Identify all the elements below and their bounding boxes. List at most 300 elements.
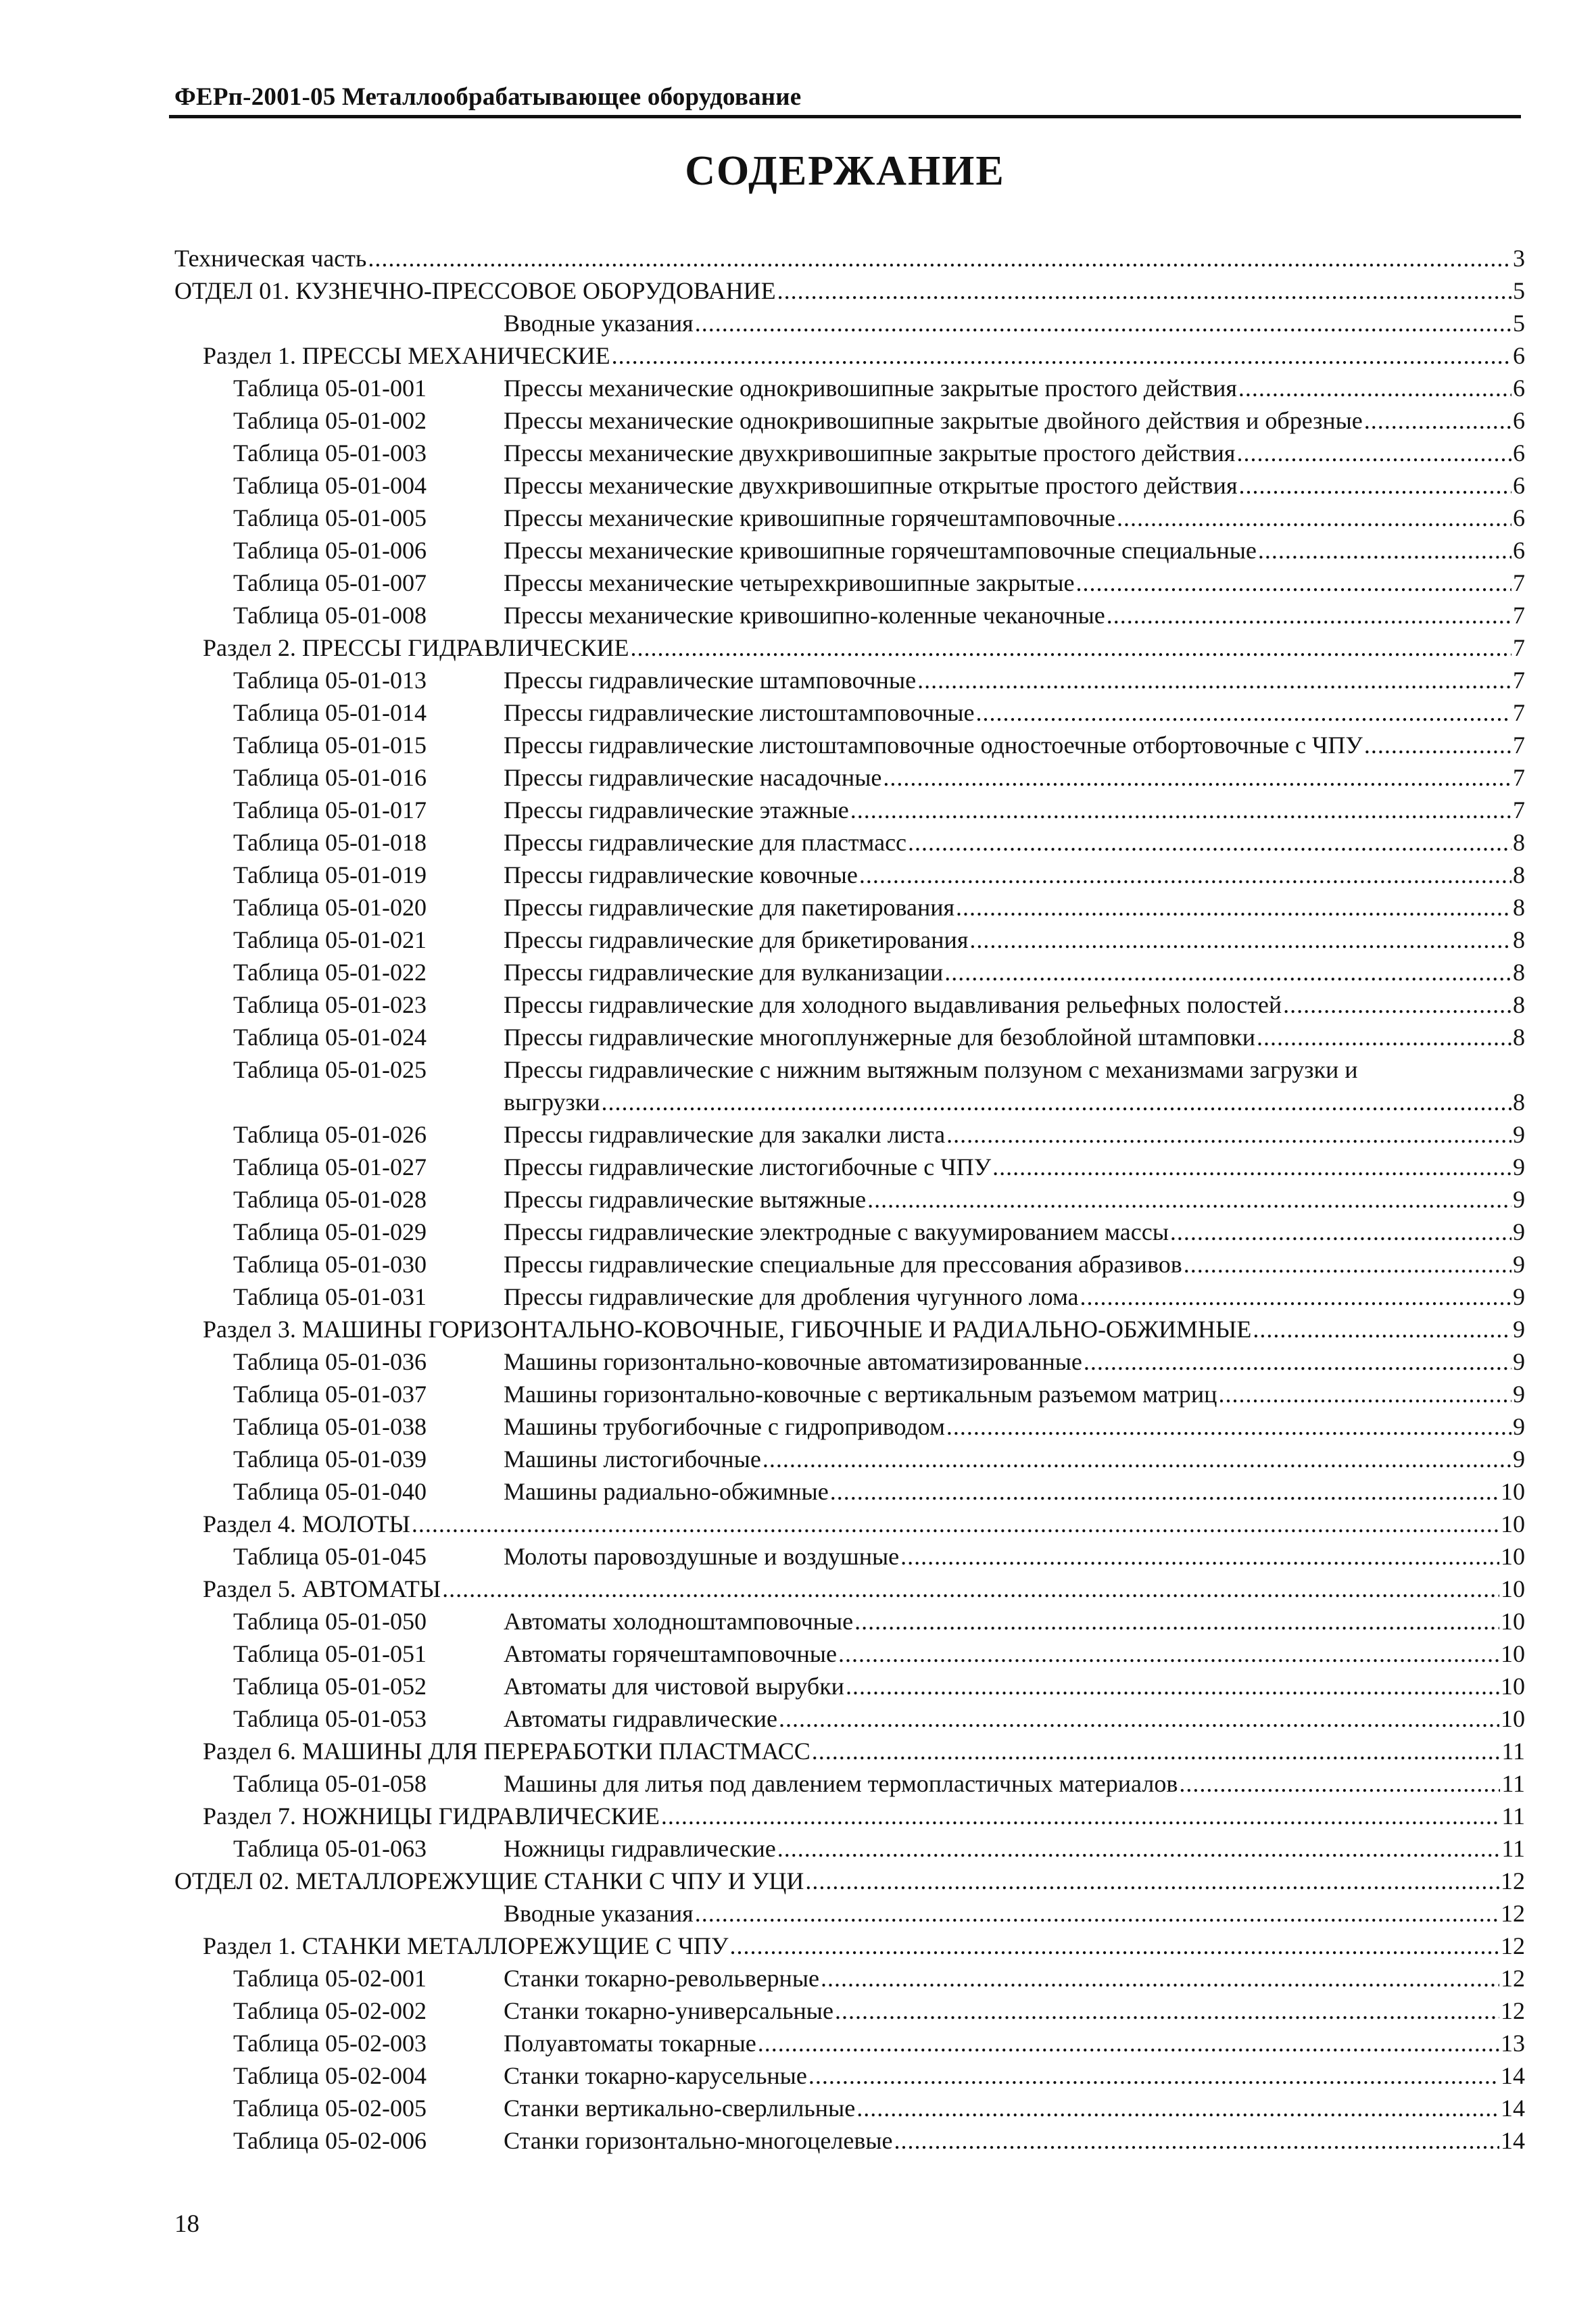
toc-entry-page: 8 bbox=[1513, 861, 1525, 888]
toc-entry-label: Таблица 05-01-051 bbox=[233, 1640, 427, 1667]
toc-entry bbox=[0, 1670, 1596, 1702]
toc-entry-label: Таблица 05-02-003 bbox=[233, 2030, 427, 2057]
toc-entry-title: Раздел 1. СТАНКИ МЕТАЛЛОРЕЖУЩИЕ С ЧПУ bbox=[203, 1932, 729, 1959]
page-title: СОДЕРЖАНИЕ bbox=[685, 148, 1005, 194]
toc-entry-label: Таблица 05-01-031 bbox=[233, 1283, 427, 1310]
dot-leader bbox=[412, 1508, 1499, 1540]
toc-entry-title: ОТДЕЛ 02. МЕТАЛЛОРЕЖУЩИЕ СТАНКИ С ЧПУ И УЦИ bbox=[174, 1867, 804, 1894]
toc-entry-title: Раздел 5. АВТОМАТЫ bbox=[203, 1575, 441, 1602]
toc-entry-label: Таблица 05-01-030 bbox=[233, 1251, 427, 1278]
toc-entry-page: 7 bbox=[1513, 667, 1525, 694]
toc-entry-page: 10 bbox=[1501, 1673, 1525, 1700]
toc-entry-page: 8 bbox=[1513, 1024, 1525, 1051]
toc-entry-page: 7 bbox=[1513, 732, 1525, 759]
toc-entry-line bbox=[504, 2027, 1525, 2059]
toc-entry-label: Таблица 05-01-006 bbox=[233, 537, 427, 564]
toc-entry-label: Таблица 05-01-005 bbox=[233, 504, 427, 531]
toc-entry-page: 14 bbox=[1501, 2095, 1525, 2122]
toc-entry-label: Таблица 05-01-045 bbox=[233, 1543, 427, 1570]
toc-entry bbox=[0, 729, 1596, 761]
dot-leader bbox=[1283, 988, 1512, 1021]
toc-entry-label: Таблица 05-01-063 bbox=[233, 1835, 427, 1862]
toc-entry-line bbox=[504, 1248, 1525, 1281]
toc-entry-label: Таблица 05-01-021 bbox=[233, 926, 427, 953]
toc-entry bbox=[0, 631, 1596, 664]
toc-entry-page: 11 bbox=[1501, 1803, 1525, 1830]
toc-entry-title: Молоты паровоздушные и воздушные bbox=[504, 1543, 900, 1570]
toc-entry-title: Автоматы для чистовой вырубки bbox=[504, 1673, 844, 1700]
dot-leader bbox=[777, 1832, 1501, 1865]
toc-entry bbox=[0, 1378, 1596, 1410]
dot-leader bbox=[1117, 502, 1512, 534]
toc-entry-title: Станки токарно-револьверные bbox=[504, 1965, 819, 1992]
toc-entry-page: 10 bbox=[1501, 1705, 1525, 1732]
toc-entry-line bbox=[504, 794, 1525, 826]
toc-entry-title: Прессы гидравлические для пластмасс bbox=[504, 829, 907, 856]
toc-entry bbox=[0, 1475, 1596, 1508]
toc-entry-title: Раздел 1. ПРЕССЫ МЕХАНИЧЕСКИЕ bbox=[203, 342, 610, 369]
toc-entry-page: 6 bbox=[1513, 537, 1525, 564]
dot-leader bbox=[1084, 1345, 1512, 1378]
dot-leader bbox=[758, 2027, 1499, 2059]
dot-leader bbox=[661, 1800, 1501, 1832]
toc-entry-title: Прессы гидравлические листогибочные с ЧПУ bbox=[504, 1153, 992, 1180]
toc-entry-page: 9 bbox=[1513, 1121, 1525, 1148]
toc-entry-page: 8 bbox=[1513, 959, 1525, 986]
toc-entry-line bbox=[504, 761, 1525, 794]
toc-entry-title: Машины горизонтально-ковочные с вертикальным разъемом матриц bbox=[504, 1381, 1217, 1408]
dot-leader bbox=[1239, 469, 1512, 502]
toc-entry-line bbox=[504, 1086, 1525, 1118]
dot-leader bbox=[1364, 729, 1512, 761]
toc-entry-line bbox=[504, 1995, 1525, 2027]
toc-entry-line bbox=[504, 372, 1525, 404]
toc-entry bbox=[0, 761, 1596, 794]
toc-entry-label: Таблица 05-01-023 bbox=[233, 991, 427, 1018]
toc-entry-page: 11 bbox=[1501, 1835, 1525, 1862]
toc-entry-line bbox=[203, 1508, 1525, 1540]
toc-entry-title-line: Прессы гидравлические с нижним вытяжным ползуном с механизмами загрузки и bbox=[504, 1056, 1358, 1083]
toc-entry bbox=[0, 404, 1596, 437]
toc-entry-label: Таблица 05-01-020 bbox=[233, 894, 427, 921]
toc-entry-line bbox=[504, 469, 1525, 502]
toc-entry-page: 6 bbox=[1513, 504, 1525, 531]
toc-entry-page: 9 bbox=[1513, 1218, 1525, 1245]
toc-entry-page: 9 bbox=[1513, 1413, 1525, 1440]
toc-entry-title: Прессы механические однокривошипные закрытые простого действия bbox=[504, 375, 1237, 402]
toc-entry-page: 14 bbox=[1501, 2062, 1525, 2089]
toc-entry-page: 8 bbox=[1513, 926, 1525, 953]
toc-entry-label: Таблица 05-02-006 bbox=[233, 2127, 427, 2154]
toc-entry-line bbox=[504, 502, 1525, 534]
dot-leader bbox=[1364, 404, 1512, 437]
toc-entry-line bbox=[203, 1313, 1525, 1345]
dot-leader bbox=[850, 794, 1512, 826]
toc-entry bbox=[0, 1865, 1596, 1897]
toc-entry-page: 7 bbox=[1513, 764, 1525, 791]
toc-entry-page: 6 bbox=[1513, 472, 1525, 499]
toc-entry-page: 7 bbox=[1513, 796, 1525, 824]
toc-entry bbox=[0, 794, 1596, 826]
toc-entry-line bbox=[504, 1702, 1525, 1735]
toc-entry-title: Вводные указания bbox=[504, 310, 694, 337]
toc-entry-title: ОТДЕЛ 01. КУЗНЕЧНО-ПРЕССОВОЕ ОБОРУДОВАНИЕ bbox=[174, 277, 776, 304]
dot-leader bbox=[779, 1702, 1499, 1735]
toc-entry bbox=[0, 891, 1596, 924]
toc-entry-label: Таблица 05-01-039 bbox=[233, 1446, 427, 1473]
toc-entry-label: Таблица 05-01-026 bbox=[233, 1121, 427, 1148]
dot-leader bbox=[1257, 1021, 1512, 1053]
toc-entry-title: Станки токарно-карусельные bbox=[504, 2062, 807, 2089]
toc-entry-line bbox=[203, 631, 1525, 664]
header-rule bbox=[169, 115, 1521, 118]
toc-entry-line bbox=[504, 307, 1525, 339]
toc-entry-line bbox=[504, 924, 1525, 956]
toc-entry-label: Таблица 05-01-025 bbox=[233, 1056, 427, 1083]
toc-entry bbox=[0, 469, 1596, 502]
toc-entry-line bbox=[504, 1475, 1525, 1508]
toc-entry-line bbox=[504, 826, 1525, 859]
toc-entry bbox=[0, 1281, 1596, 1313]
toc-entry-title: Прессы механические кривошипные горячештамповочные bbox=[504, 504, 1116, 531]
dot-leader bbox=[805, 1865, 1499, 1897]
toc-entry-page: 7 bbox=[1513, 602, 1525, 629]
dot-leader bbox=[859, 859, 1512, 891]
dot-leader bbox=[946, 1410, 1512, 1443]
toc-entry bbox=[0, 1897, 1596, 1930]
dot-leader bbox=[1238, 372, 1512, 404]
toc-entry-line bbox=[504, 2059, 1525, 2092]
toc-entry bbox=[0, 956, 1596, 988]
toc-entry-page: 10 bbox=[1501, 1608, 1525, 1635]
toc-entry bbox=[0, 859, 1596, 891]
toc-entry-page: 9 bbox=[1513, 1446, 1525, 1473]
toc-entry-page: 8 bbox=[1513, 991, 1525, 1018]
toc-entry-title: Машины для литья под давлением термопластичных материалов bbox=[504, 1770, 1178, 1797]
toc-entry-line bbox=[504, 1832, 1525, 1865]
toc-entry-title: Автоматы гидравлические bbox=[504, 1705, 777, 1732]
page-number: 18 bbox=[174, 2210, 199, 2238]
toc-entry-title: Автоматы холодноштамповочные bbox=[504, 1608, 854, 1635]
dot-leader bbox=[867, 1183, 1512, 1216]
toc-entry-label: Таблица 05-02-001 bbox=[233, 1965, 427, 1992]
toc-entry-line bbox=[203, 1930, 1525, 1962]
toc-entry-page: 9 bbox=[1513, 1348, 1525, 1375]
toc-entry bbox=[0, 1800, 1596, 1832]
toc-entry-label: Таблица 05-01-036 bbox=[233, 1348, 427, 1375]
toc-entry-label: Таблица 05-01-029 bbox=[233, 1218, 427, 1245]
toc-entry-page: 10 bbox=[1501, 1478, 1525, 1505]
toc-entry-page: 9 bbox=[1513, 1186, 1525, 1213]
toc-entry bbox=[0, 988, 1596, 1021]
toc-entry bbox=[0, 275, 1596, 307]
toc-entry-line bbox=[203, 1573, 1525, 1605]
toc-entry-page: 8 bbox=[1513, 829, 1525, 856]
dot-leader bbox=[856, 2092, 1499, 2124]
toc-entry-title: Станки горизонтально-многоцелевые bbox=[504, 2127, 893, 2154]
toc-entry-title: Машины листогибочные bbox=[504, 1446, 761, 1473]
toc-entry-label: Таблица 05-01-019 bbox=[233, 861, 427, 888]
dot-leader bbox=[601, 1086, 1512, 1118]
toc-entry-title: Прессы гидравлические многоплунжерные для безоблойной штамповки bbox=[504, 1024, 1255, 1051]
toc-entry bbox=[0, 1053, 1596, 1118]
dot-leader bbox=[908, 826, 1512, 859]
running-header: ФЕРп-2001-05 Металлообрабатывающее оборудование bbox=[174, 83, 802, 111]
toc-entry-title: Раздел 4. МОЛОТЫ bbox=[203, 1510, 410, 1537]
toc-entry-label: Таблица 05-01-038 bbox=[233, 1413, 427, 1440]
toc-entry bbox=[0, 339, 1596, 372]
toc-entry-label: Таблица 05-01-004 bbox=[233, 472, 427, 499]
toc-entry-title: Прессы гидравлические насадочные bbox=[504, 764, 882, 791]
dot-leader bbox=[917, 664, 1512, 696]
dot-leader bbox=[992, 1151, 1512, 1183]
toc-entry-line bbox=[504, 2092, 1525, 2124]
toc-entry-line bbox=[504, 1151, 1525, 1183]
toc-entry-label: Таблица 05-01-022 bbox=[233, 959, 427, 986]
toc-entry-line bbox=[504, 956, 1525, 988]
toc-entry-title: Прессы механические кривошипные горячештамповочные специальные bbox=[504, 537, 1257, 564]
toc-entry bbox=[0, 1962, 1596, 1995]
toc-entry-line bbox=[174, 1865, 1525, 1897]
dot-leader bbox=[835, 1995, 1499, 2027]
dot-leader bbox=[1080, 1281, 1512, 1313]
toc-entry bbox=[0, 1702, 1596, 1735]
toc-entry-label: Таблица 05-01-037 bbox=[233, 1381, 427, 1408]
toc-entry-title: Прессы механические четырехкривошипные закрытые bbox=[504, 569, 1075, 596]
toc-entry bbox=[0, 1151, 1596, 1183]
toc-entry-label: Таблица 05-01-013 bbox=[233, 667, 427, 694]
dot-leader bbox=[969, 924, 1512, 956]
toc-entry bbox=[0, 1345, 1596, 1378]
toc-entry-line bbox=[504, 1443, 1525, 1475]
toc-entry-label: Таблица 05-01-002 bbox=[233, 407, 427, 434]
toc-entry-line bbox=[504, 1962, 1525, 1995]
toc-entry-line bbox=[504, 1540, 1525, 1573]
toc-entry-line bbox=[504, 567, 1525, 599]
toc-entry-page: 5 bbox=[1513, 310, 1525, 337]
toc-entry bbox=[0, 696, 1596, 729]
toc-entry-title: Прессы гидравлические для брикетирования bbox=[504, 926, 969, 953]
toc-entry-page: 13 bbox=[1501, 2030, 1525, 2057]
toc-entry-line bbox=[203, 339, 1525, 372]
toc-entry bbox=[0, 924, 1596, 956]
toc-entry bbox=[0, 826, 1596, 859]
toc-entry-label: Таблица 05-01-052 bbox=[233, 1673, 427, 1700]
toc-entry-title: Полуавтоматы токарные bbox=[504, 2030, 756, 2057]
toc-entry-title: Раздел 6. МАШИНЫ ДЛЯ ПЕРЕРАБОТКИ ПЛАСТМАСС bbox=[203, 1738, 811, 1765]
toc-entry-page: 7 bbox=[1513, 699, 1525, 726]
dot-leader bbox=[946, 1118, 1512, 1151]
dot-leader bbox=[695, 1897, 1499, 1930]
toc-entry bbox=[0, 1183, 1596, 1216]
toc-entry-label: Таблица 05-01-016 bbox=[233, 764, 427, 791]
toc-entry-page: 14 bbox=[1501, 2127, 1525, 2154]
toc-entry bbox=[0, 242, 1596, 275]
toc-entry-label: Таблица 05-01-024 bbox=[233, 1024, 427, 1051]
toc-entry-label: Таблица 05-02-004 bbox=[233, 2062, 427, 2089]
dot-leader bbox=[1170, 1216, 1512, 1248]
dot-leader bbox=[631, 631, 1512, 664]
toc-entry bbox=[0, 1410, 1596, 1443]
toc-entry-title: выгрузки bbox=[504, 1089, 600, 1116]
toc-entry-page: 12 bbox=[1501, 1997, 1525, 2024]
toc-entry-label: Таблица 05-01-003 bbox=[233, 439, 427, 467]
dot-leader bbox=[612, 339, 1512, 372]
toc-entry bbox=[0, 502, 1596, 534]
toc-entry bbox=[0, 2124, 1596, 2157]
toc-entry-line bbox=[504, 1378, 1525, 1410]
toc-entry bbox=[0, 2059, 1596, 2092]
toc-entry-line bbox=[174, 275, 1525, 307]
toc-entry-page: 9 bbox=[1513, 1251, 1525, 1278]
toc-entry-page: 9 bbox=[1513, 1283, 1525, 1310]
toc-entry bbox=[0, 534, 1596, 567]
toc-entry bbox=[0, 2092, 1596, 2124]
toc-entry-title: Прессы гидравлические вытяжные bbox=[504, 1186, 867, 1213]
toc-entry-line bbox=[504, 1281, 1525, 1313]
toc-entry-title: Прессы механические кривошипно-коленные чеканочные bbox=[504, 602, 1105, 629]
toc-entry-page: 12 bbox=[1501, 1932, 1525, 1959]
toc-entry-line bbox=[504, 1345, 1525, 1378]
toc-entry-line bbox=[504, 1605, 1525, 1638]
dot-leader bbox=[830, 1475, 1499, 1508]
toc-entry-title: Прессы гидравлические ковочные bbox=[504, 861, 858, 888]
toc-entry-label: Таблица 05-02-005 bbox=[233, 2095, 427, 2122]
toc-entry-label: Таблица 05-01-027 bbox=[233, 1153, 427, 1180]
toc-entry-label: Таблица 05-01-015 bbox=[233, 732, 427, 759]
toc-entry-title: Станки вертикально-сверлильные bbox=[504, 2095, 856, 2122]
toc-entry-page: 12 bbox=[1501, 1867, 1525, 1894]
toc-entry-line bbox=[504, 1638, 1525, 1670]
toc-entry bbox=[0, 1443, 1596, 1475]
toc-entry-title: Машины радиально-обжимные bbox=[504, 1478, 829, 1505]
toc-entry-page: 8 bbox=[1513, 1089, 1525, 1116]
toc-entry-line bbox=[504, 1216, 1525, 1248]
toc-entry-page: 9 bbox=[1513, 1153, 1525, 1180]
toc-entry bbox=[0, 1767, 1596, 1800]
dot-leader bbox=[894, 2124, 1500, 2157]
toc-entry-line bbox=[504, 404, 1525, 437]
toc-entry-page: 3 bbox=[1513, 245, 1525, 272]
toc-entry-line bbox=[203, 1800, 1525, 1832]
dot-leader bbox=[1179, 1767, 1500, 1800]
toc-entry-page: 5 bbox=[1513, 277, 1525, 304]
toc-entry bbox=[0, 567, 1596, 599]
toc-entry-title: Прессы гидравлические для закалки листа bbox=[504, 1121, 946, 1148]
toc-entry-line bbox=[203, 1735, 1525, 1767]
toc-entry bbox=[0, 1930, 1596, 1962]
dot-leader bbox=[956, 891, 1512, 924]
toc-entry-page: 9 bbox=[1513, 1381, 1525, 1408]
toc-entry-label: Таблица 05-01-028 bbox=[233, 1186, 427, 1213]
toc-entry-title: Машины горизонтально-ковочные автоматизированные bbox=[504, 1348, 1082, 1375]
toc-entry-title: Раздел 2. ПРЕССЫ ГИДРАВЛИЧЕСКИЕ bbox=[203, 634, 629, 661]
toc-entry bbox=[0, 2027, 1596, 2059]
dot-leader bbox=[900, 1540, 1499, 1573]
dot-leader bbox=[812, 1735, 1501, 1767]
toc-entry bbox=[0, 1638, 1596, 1670]
toc-entry-label: Таблица 05-01-053 bbox=[233, 1705, 427, 1732]
dot-leader bbox=[944, 956, 1512, 988]
toc-entry-line bbox=[504, 437, 1525, 469]
toc-entry bbox=[0, 1540, 1596, 1573]
toc-entry-title: Техническая часть bbox=[174, 245, 367, 272]
toc-entry-title: Станки токарно-универсальные bbox=[504, 1997, 833, 2024]
toc-entry-title: Прессы механические двухкривошипные открытые простого действия bbox=[504, 472, 1238, 499]
toc-entry-page: 7 bbox=[1513, 569, 1525, 596]
toc-entry-label: Таблица 05-01-001 bbox=[233, 375, 427, 402]
dot-leader bbox=[1184, 1248, 1512, 1281]
toc-entry bbox=[0, 1313, 1596, 1345]
dot-leader bbox=[695, 307, 1512, 339]
toc-entry-line bbox=[504, 1183, 1525, 1216]
toc-entry bbox=[0, 599, 1596, 631]
toc-entry-line bbox=[504, 1670, 1525, 1702]
dot-leader bbox=[730, 1930, 1499, 1962]
toc-entry-page: 12 bbox=[1501, 1965, 1525, 1992]
toc-entry bbox=[0, 1605, 1596, 1638]
toc-entry-title: Прессы гидравлические специальные для прессования абразивов bbox=[504, 1251, 1182, 1278]
toc-entry-title: Раздел 3. МАШИНЫ ГОРИЗОНТАЛЬНО-КОВОЧНЫЕ, ГИБОЧНЫЕ И РАДИАЛЬНО-ОБЖИМНЫЕ bbox=[203, 1316, 1252, 1343]
toc-entry-title: Прессы гидравлические листоштамповочные одностоечные отбортовочные с ЧПУ bbox=[504, 732, 1363, 759]
toc-entry-title: Прессы гидравлические для дробления чугунного лома bbox=[504, 1283, 1079, 1310]
toc-entry-page: 7 bbox=[1513, 634, 1525, 661]
toc-entry-title: Машины трубогибочные с гидроприводом bbox=[504, 1413, 945, 1440]
dot-leader bbox=[442, 1573, 1499, 1605]
dot-leader bbox=[1236, 437, 1512, 469]
dot-leader bbox=[777, 275, 1512, 307]
toc-entry-page: 10 bbox=[1501, 1543, 1525, 1570]
toc-entry-line bbox=[504, 534, 1525, 567]
dot-leader bbox=[1253, 1313, 1512, 1345]
toc-entry-label: Таблица 05-01-058 bbox=[233, 1770, 427, 1797]
table-of-contents bbox=[0, 242, 1596, 2157]
toc-entry-label: Таблица 05-01-050 bbox=[233, 1608, 427, 1635]
toc-entry-title: Прессы гидравлические для пакетирования bbox=[504, 894, 955, 921]
toc-entry-title: Прессы гидравлические электродные с вакуумированием массы bbox=[504, 1218, 1169, 1245]
toc-entry-page: 10 bbox=[1501, 1510, 1525, 1537]
toc-entry-page: 9 bbox=[1513, 1316, 1525, 1343]
dot-leader bbox=[854, 1605, 1499, 1638]
toc-entry-line bbox=[504, 1118, 1525, 1151]
toc-entry-line bbox=[504, 664, 1525, 696]
toc-entry-line bbox=[504, 1021, 1525, 1053]
toc-entry-page: 6 bbox=[1513, 375, 1525, 402]
toc-entry bbox=[0, 1248, 1596, 1281]
toc-entry-title: Прессы гидравлические для вулканизации bbox=[504, 959, 944, 986]
toc-entry bbox=[0, 1118, 1596, 1151]
toc-entry-line bbox=[504, 988, 1525, 1021]
toc-entry bbox=[0, 372, 1596, 404]
toc-entry-title: Раздел 7. НОЖНИЦЫ ГИДРАВЛИЧЕСКИЕ bbox=[203, 1803, 660, 1830]
toc-entry-line bbox=[504, 1767, 1525, 1800]
toc-entry-label: Таблица 05-01-008 bbox=[233, 602, 427, 629]
dot-leader bbox=[883, 761, 1512, 794]
toc-entry-page: 8 bbox=[1513, 894, 1525, 921]
toc-entry-line bbox=[504, 891, 1525, 924]
toc-entry-label: Таблица 05-01-017 bbox=[233, 796, 427, 824]
toc-entry-title: Прессы гидравлические для холодного выдавливания рельефных полостей bbox=[504, 991, 1282, 1018]
toc-entry bbox=[0, 1573, 1596, 1605]
toc-entry-page: 6 bbox=[1513, 439, 1525, 467]
toc-entry-page: 10 bbox=[1501, 1575, 1525, 1602]
toc-entry-title: Автоматы горячештамповочные bbox=[504, 1640, 837, 1667]
dot-leader bbox=[976, 696, 1512, 729]
toc-entry-line bbox=[504, 696, 1525, 729]
toc-entry-page: 6 bbox=[1513, 342, 1525, 369]
toc-entry bbox=[0, 1216, 1596, 1248]
toc-entry-line bbox=[504, 1897, 1525, 1930]
